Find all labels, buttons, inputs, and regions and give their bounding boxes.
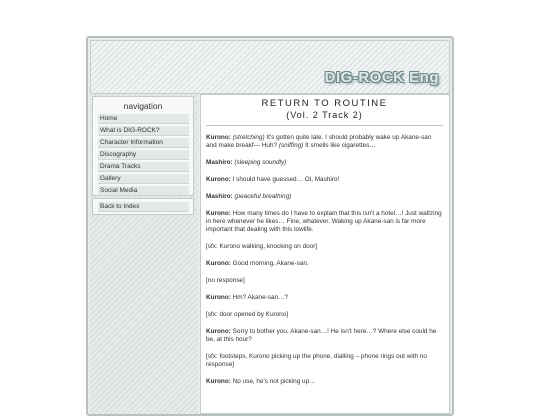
transcript-line [206, 277, 443, 285]
speaker-name: Kurono: [206, 378, 231, 385]
transcript-line [206, 378, 443, 386]
navigation-box [92, 96, 194, 196]
site-header [90, 40, 450, 94]
page-title: RETURN TO ROUTINE [261, 98, 388, 109]
transcript-line [206, 243, 443, 251]
nav-item-discography[interactable]: Discography [98, 150, 189, 160]
nav-item-character-information[interactable]: Character Information [98, 138, 189, 148]
speaker-name: Kurono: [206, 328, 231, 335]
transcript-line [206, 294, 443, 302]
dialogue-text: [sfx: footsteps, Kurono picking up the phone, dialling – phone rings out with no response] [206, 353, 427, 368]
speaker-name: Kurono: [206, 294, 231, 301]
back-to-index-link[interactable]: Back to Index [98, 202, 189, 212]
dialogue-text: I should have guessed… Oi, Mashiro! [230, 176, 340, 183]
nav-item-what-is-dig-rock[interactable]: What is DIG-ROCK? [98, 126, 189, 136]
transcript-line [206, 210, 443, 234]
stage-direction: (stretching) [232, 134, 265, 141]
speaker-name: Kurono: [206, 176, 231, 183]
nav-item-gallery[interactable]: Gallery [98, 174, 189, 184]
dialogue-text: [no response] [206, 277, 245, 284]
dialogue-text: It's gotten quite late. I should probably wake up Akane-san and make breakf— Huh? [206, 134, 432, 149]
transcript-line [206, 311, 443, 319]
dialogue-text: It smells like cigarettes… [303, 142, 376, 149]
page-frame [86, 36, 454, 416]
speaker-name: Kurono: [206, 210, 231, 217]
stage-direction: (sniffing) [278, 142, 304, 149]
speaker-name: Kurono: [206, 260, 231, 267]
main-content [200, 94, 450, 414]
page-subtitle: (Vol. 2 Track 2) [286, 110, 363, 120]
nav-item-home[interactable]: Home [98, 114, 189, 124]
transcript-line [206, 134, 443, 150]
nav-item-drama-tracks[interactable]: Drama Tracks [98, 162, 189, 172]
transcript-line [206, 260, 443, 268]
stage-direction: (peaceful breathing) [234, 193, 292, 200]
sidebar [90, 94, 198, 414]
dialogue-text: Hm? Akane-san…? [230, 294, 289, 301]
stage-direction: (sleeping soundly) [234, 159, 287, 166]
transcript-line [206, 353, 443, 369]
dialogue-text: Good morning, Akane-san. [230, 260, 309, 267]
title-divider [206, 125, 443, 126]
dialogue-text: [sfx: Kurono walking, knocking on door] [206, 243, 318, 250]
transcript-line [206, 328, 443, 344]
dialogue-text: How many times do I have to explain that this isn't a hotel…! Just waltzing in here whenever he likes… Fine, whatever. Waking up Akane-san is far more important that dealing with this lowlife. [206, 210, 442, 233]
dialogue-text: Sorry to bother you, Akane-san…! He isn't here…? Where else could he be, at this hour? [206, 328, 437, 343]
back-box [92, 198, 194, 215]
dialogue-text: [sfx: door opened by Kurono] [206, 311, 289, 318]
nav-item-social-media[interactable]: Social Media [98, 186, 189, 196]
speaker-name: Kurono: [206, 134, 231, 141]
transcript [206, 134, 443, 386]
navigation-title: navigation [123, 101, 163, 111]
transcript-line [206, 193, 443, 201]
site-logo[interactable]: DIG-ROCK Eng [324, 69, 439, 86]
speaker-name: Mashiro: [206, 159, 233, 166]
speaker-name: Mashiro: [206, 193, 233, 200]
transcript-line [206, 159, 443, 167]
transcript-line [206, 176, 443, 184]
dialogue-text: No use, he's not picking up… [230, 378, 316, 385]
